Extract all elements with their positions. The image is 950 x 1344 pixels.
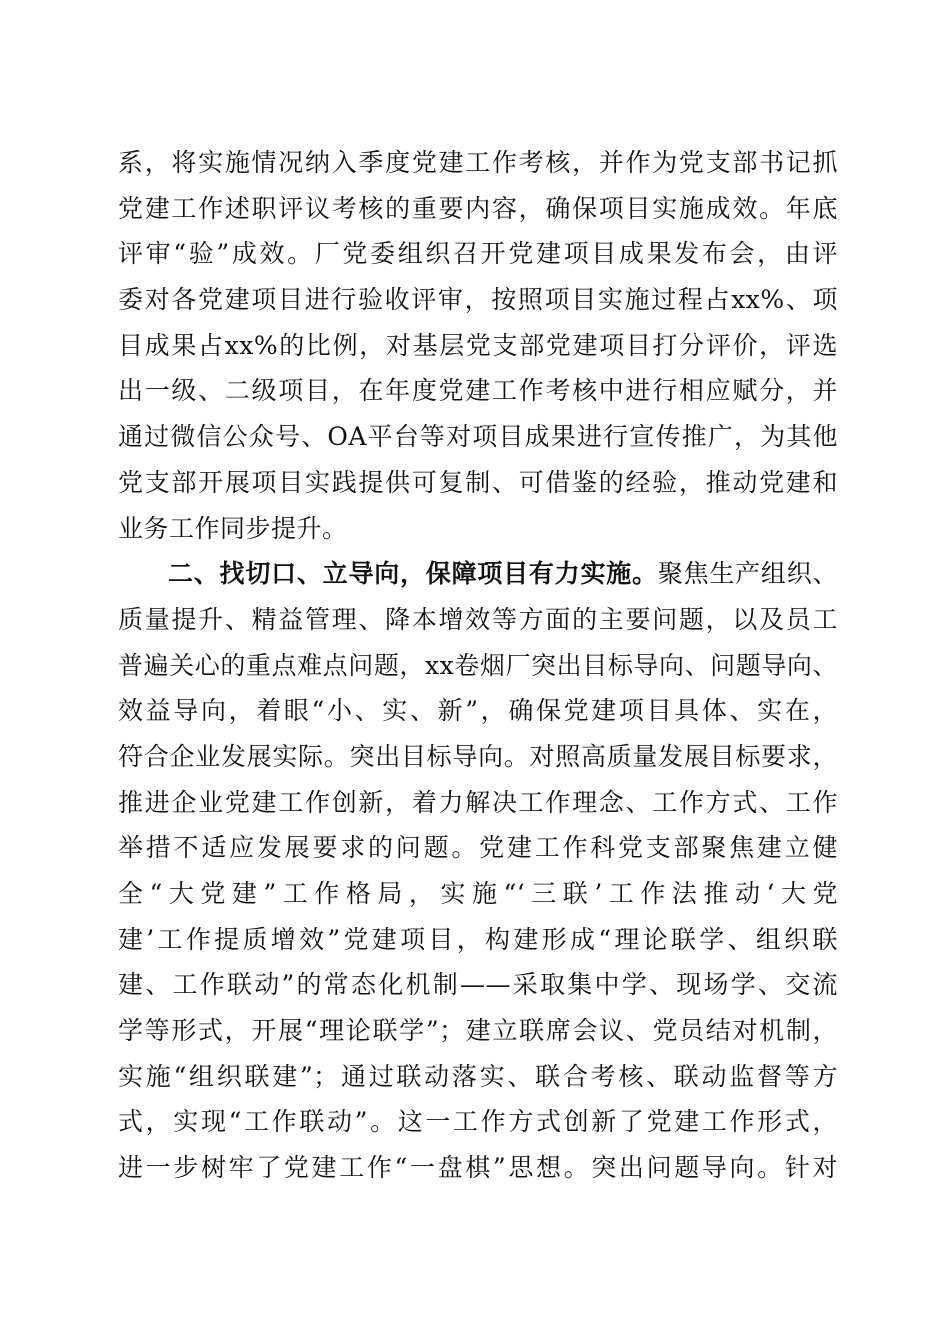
paragraph-line: 推进企业党建工作创新，着力解决工作理念、工作方式、工作 [118, 787, 838, 817]
paragraph-line: 出一级、二级项目，在年度党建工作考核中进行相应赋分，并 [118, 376, 838, 406]
paragraph-line: 通过微信公众号、OA平台等对项目成果进行宣传推广，为其他 [118, 422, 838, 452]
document-body [118, 140, 838, 1191]
paragraph-line: 党支部开展项目实践提供可复制、可借鉴的经验，推动党建和 [118, 467, 838, 497]
section-heading-rest: 聚焦生产组织、 [657, 559, 838, 589]
paragraph-line: 系，将实施情况纳入季度党建工作考核，并作为党支部书记抓 [118, 148, 838, 177]
paragraph-line: 式，实现“工作联动”。这一工作方式创新了党建工作形式， [118, 1107, 838, 1137]
paragraph-line: 普遍关心的重点难点问题，xx卷烟厂突出目标导向、问题导向、 [118, 650, 838, 680]
paragraph-line: 建、工作联动”的常态化机制——采取集中学、现场学、交流 [118, 970, 838, 1000]
paragraph-line: 质量提升、精益管理、降本增效等方面的主要问题，以及员工 [118, 604, 838, 634]
paragraph-line: 党建工作述职评议考核的重要内容，确保项目实施成效。年底 [118, 193, 838, 223]
paragraph-line: 学等形式，开展“理论联学”；建立联席会议、党员结对机制， [118, 1016, 838, 1046]
section-heading-line [118, 551, 838, 597]
paragraph-line: 业务工作同步提升。 [118, 513, 348, 543]
paragraph-line: 举措不适应发展要求的问题。党建工作科党支部聚焦建立健 [118, 833, 838, 863]
paragraph-line: 进一步树牢了党建工作“一盘棋”思想。突出问题导向。针对 [118, 1153, 838, 1183]
paragraph-line: 委对各党建项目进行验收评审，按照项目实施过程占xx%、项 [118, 285, 838, 315]
paragraph-line: 全“大党建”工作格局，实施“‘三联’工作法推动‘大党 [118, 879, 838, 908]
paragraph-line: 目成果占xx%的比例，对基层党支部党建项目打分评价，评选 [118, 330, 838, 360]
section-heading: 二、找切口、立导向，保障项目有力实施。 [168, 559, 658, 589]
paragraph-line: 效益导向，着眼“小、实、新”，确保党建项目具体、实在， [118, 696, 838, 726]
paragraph-line: 实施“组织联建”；通过联动落实、联合考核、联动监督等方 [118, 1061, 838, 1091]
paragraph-line: 符合企业发展实际。突出目标导向。对照高质量发展目标要求， [118, 741, 838, 771]
paragraph-line: 建’工作提质增效”党建项目，构建形成“理论联学、组织联 [118, 924, 838, 954]
paragraph-line: 评审“验”成效。厂党委组织召开党建项目成果发布会，由评 [118, 239, 838, 269]
